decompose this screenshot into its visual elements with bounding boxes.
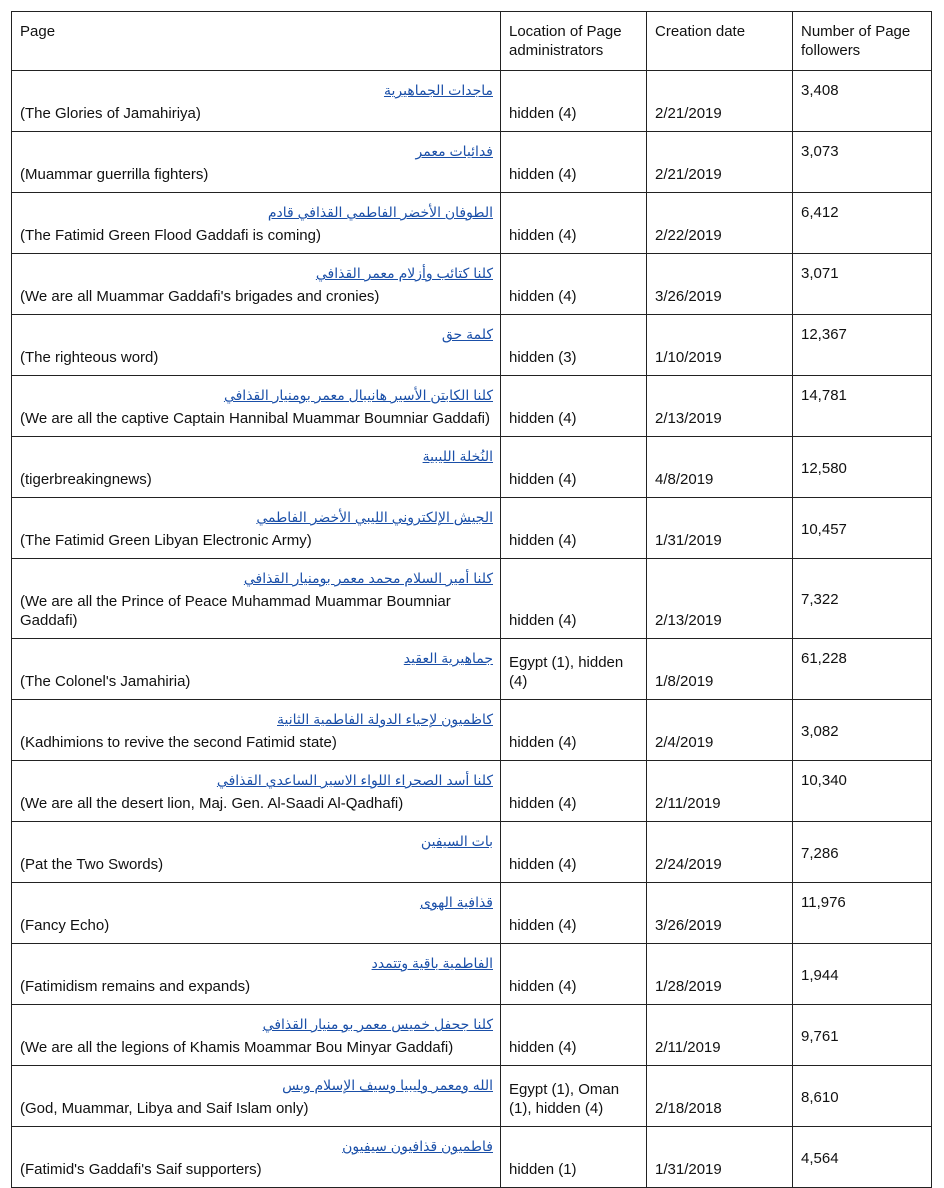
table-row [12,315,932,376]
page-link[interactable]: الجيش الإلكتروني الليبي الأخضر الفاطمي [256,509,493,525]
page-link[interactable]: فدائيات معمر [415,143,493,159]
page-link[interactable]: جماهيرية العقيد [403,650,493,666]
table-row [12,71,932,132]
followers-cell: 1,944 [793,944,932,1005]
creation-date-cell: 1/31/2019 [647,1127,793,1188]
page-cell [12,132,501,193]
page-cell [12,822,501,883]
page-translation: (We are all the desert lion, Maj. Gen. Al-Saadi Al-Qadhafi) [20,795,404,812]
page-cell [12,883,501,944]
page-translation: (Fatimid's Gaddafi's Saif supporters) [20,1161,262,1178]
followers-cell: 7,286 [793,822,932,883]
creation-date-cell: 1/8/2019 [647,639,793,700]
page-translation: (Kadhimions to revive the second Fatimid state) [20,734,337,751]
page-link[interactable]: كلنا جحفل خميس معمر بو منيار القذافي [262,1016,493,1032]
page-cell [12,1127,501,1188]
page-link[interactable]: الله ومعمر وليبيا وسيف الإسلام وبس [282,1077,493,1093]
page-link[interactable]: ماجدات الجماهيرية [383,82,493,98]
page-link[interactable]: بات السيفين [420,833,493,849]
page-link[interactable]: كلنا الكابتن الأسير هانيبال معمر بومنيار القذافي [223,387,493,403]
creation-date-cell: 1/28/2019 [647,944,793,1005]
followers-cell: 10,340 [793,761,932,822]
page-translation: (Pat the Two Swords) [20,856,164,873]
page-translation: (The Fatimid Green Flood Gaddafi is coming) [20,227,321,244]
page-link[interactable]: كلمة حق [441,326,493,342]
header-followers: Number of Page followers [793,12,932,71]
header-location: Location of Page administrators [501,12,647,71]
creation-date-cell: 2/11/2019 [647,761,793,822]
page-link[interactable]: كلنا أسد الصحراء اللواء الاسير الساعدي القذافي [216,772,493,788]
location-cell: hidden (1) [501,1127,647,1188]
page-cell [12,761,501,822]
page-link[interactable]: كلنا كتائب وأزلام معمر القذافي [315,265,493,281]
location-cell: hidden (4) [501,437,647,498]
table-row [12,254,932,315]
creation-date-cell: 3/26/2019 [647,883,793,944]
creation-date-cell: 3/26/2019 [647,254,793,315]
page-cell [12,254,501,315]
table-row [12,193,932,254]
page-link[interactable]: كاظميون لإحياء الدولة الفاطمية الثانية [277,711,493,727]
page-translation: (The Colonel's Jamahiria) [20,673,191,690]
followers-cell: 3,408 [793,71,932,132]
followers-cell: 3,071 [793,254,932,315]
location-cell: hidden (4) [501,132,647,193]
followers-cell: 8,610 [793,1066,932,1127]
page-cell [12,639,501,700]
page-cell [12,944,501,1005]
page-translation: (tigerbreakingnews) [20,471,152,488]
location-cell: hidden (4) [501,822,647,883]
location-cell: hidden (4) [501,559,647,639]
location-cell: hidden (4) [501,71,647,132]
page-link[interactable]: كلنا أمير السلام محمد معمر بومنيار القذافي [243,570,493,586]
creation-date-cell: 2/21/2019 [647,132,793,193]
page-translation: (The Fatimid Green Libyan Electronic Army) [20,532,312,549]
followers-cell: 6,412 [793,193,932,254]
table-row [12,1127,932,1188]
table-row [12,437,932,498]
table-row [12,132,932,193]
header-row [12,12,932,71]
page-cell [12,376,501,437]
table-row [12,376,932,437]
table-row [12,1005,932,1066]
location-cell: hidden (4) [501,1005,647,1066]
page-cell [12,437,501,498]
location-cell: hidden (4) [501,883,647,944]
creation-date-cell: 2/4/2019 [647,700,793,761]
pages-table [11,11,932,1188]
page-link[interactable]: قذافية الهوى [419,894,493,910]
page-translation: (Fancy Echo) [20,917,110,934]
page-translation: (The Glories of Jamahiriya) [20,105,201,122]
table-row [12,883,932,944]
page-translation: (God, Muammar, Libya and Saif Islam only) [20,1100,309,1117]
header-created: Creation date [647,12,793,71]
location-cell: hidden (4) [501,376,647,437]
followers-cell: 7,322 [793,559,932,639]
page-translation: (Fatimidism remains and expands) [20,978,251,995]
location-cell: hidden (3) [501,315,647,376]
table-row [12,1066,932,1127]
followers-cell: 11,976 [793,883,932,944]
location-cell: hidden (4) [501,700,647,761]
location-cell: Egypt (1), Oman (1), hidden (4) [501,1066,647,1127]
creation-date-cell: 2/13/2019 [647,376,793,437]
table-row [12,761,932,822]
creation-date-cell: 2/21/2019 [647,71,793,132]
location-cell: hidden (4) [501,498,647,559]
table-row [12,639,932,700]
table-row [12,822,932,883]
page-link[interactable]: النُخلة الليبية [422,448,493,464]
page-translation: (We are all the Prince of Peace Muhammad Muammar Boumniar Gaddafi) [20,593,451,629]
followers-cell: 3,073 [793,132,932,193]
page-cell [12,700,501,761]
location-cell: Egypt (1), hidden (4) [501,639,647,700]
page-link[interactable]: فاطميون قذافيون سيفيون [342,1138,493,1154]
table-row [12,498,932,559]
page-cell [12,559,501,639]
table-row [12,944,932,1005]
page-translation: (We are all Muammar Gaddafi's brigades and cronies) [20,288,380,305]
creation-date-cell: 2/13/2019 [647,559,793,639]
page-translation: (Muammar guerrilla fighters) [20,166,209,183]
page-link[interactable]: الطوفان الأخضر الفاطمي القذافي قادم [267,204,493,220]
page-cell [12,193,501,254]
header-page: Page [12,12,501,71]
page-translation: (We are all the captive Captain Hannibal Muammar Boumniar Gaddafi) [20,410,490,427]
followers-cell: 12,367 [793,315,932,376]
page-link[interactable]: الفاطمية باقية وتتمدد [371,955,493,971]
followers-cell: 10,457 [793,498,932,559]
table-row [12,559,932,639]
page-cell [12,1066,501,1127]
creation-date-cell: 2/11/2019 [647,1005,793,1066]
page-cell [12,315,501,376]
location-cell: hidden (4) [501,193,647,254]
page-cell [12,498,501,559]
creation-date-cell: 2/18/2018 [647,1066,793,1127]
followers-cell: 14,781 [793,376,932,437]
followers-cell: 9,761 [793,1005,932,1066]
page-cell [12,1005,501,1066]
followers-cell: 12,580 [793,437,932,498]
followers-cell: 61,228 [793,639,932,700]
followers-cell: 3,082 [793,700,932,761]
page-translation: (The righteous word) [20,349,159,366]
location-cell: hidden (4) [501,254,647,315]
page-cell [12,71,501,132]
location-cell: hidden (4) [501,761,647,822]
table-row [12,700,932,761]
page-translation: (We are all the legions of Khamis Moammar Bou Minyar Gaddafi) [20,1039,454,1056]
location-cell: hidden (4) [501,944,647,1005]
creation-date-cell: 1/31/2019 [647,498,793,559]
creation-date-cell: 4/8/2019 [647,437,793,498]
followers-cell: 4,564 [793,1127,932,1188]
creation-date-cell: 1/10/2019 [647,315,793,376]
creation-date-cell: 2/24/2019 [647,822,793,883]
creation-date-cell: 2/22/2019 [647,193,793,254]
